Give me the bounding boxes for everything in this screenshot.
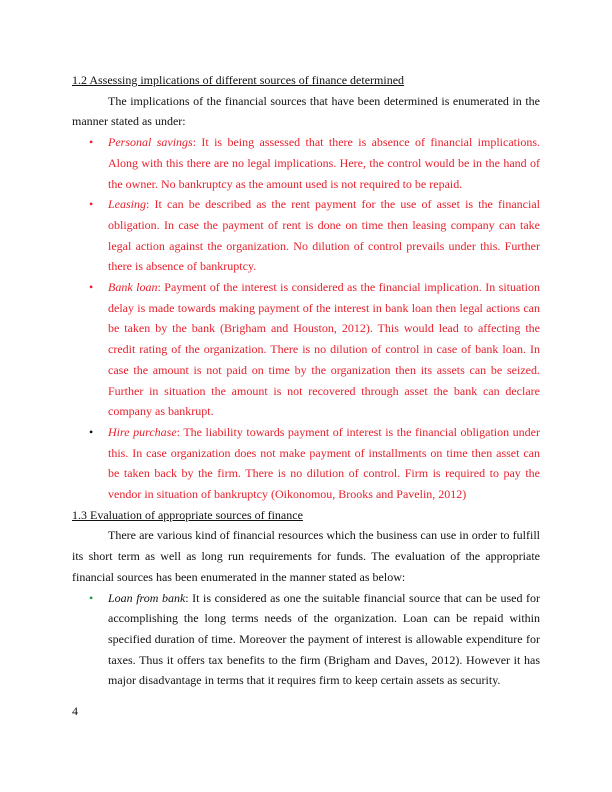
bullet-icon: •	[89, 424, 94, 439]
section-intro-1-3: There are various kind of financial resources which the business can use in order to fulfill its short term as well as long run requirements for funds. The evaluation of the appropriate financial sources has been enumerated in the manner stated as below:	[72, 528, 540, 584]
list-item-leasing	[72, 194, 540, 277]
item-term: Personal savings	[108, 135, 193, 150]
sources-list	[72, 588, 540, 692]
section-intro-1-2: The implications of the financial sources that have been determined is enumerated in the manner stated as under:	[72, 93, 540, 129]
section-heading-1-3: 1.3 Evaluation of appropriate sources of finance	[72, 507, 303, 522]
section-heading-1-2: 1.2 Assessing implications of different sources of finance determined	[72, 73, 405, 87]
item-text: : The liability towards payment of interest is the financial obligation under this. In case organization does not make payment of installments on time then asset can be taken back by the firm. There is no dilution of control. Firm is required to pay the vendor in situation of bankruptcy (Oikonomou, Brooks and Pavelin, 2012)	[108, 424, 541, 502]
bullet-icon: •	[89, 135, 94, 150]
document-page	[72, 70, 540, 691]
list-item-loan-from-bank	[72, 588, 540, 692]
bullet-icon: •	[89, 280, 94, 295]
list-item-personal-savings	[72, 132, 540, 194]
list-item-bank-loan	[72, 277, 540, 422]
bullet-icon: •	[89, 590, 94, 605]
item-text: : It is being assessed that there is absence of financial implications. Along with this there are no legal implications. Here, the control would be in the hand of the owner. No bankruptcy as the amount used is not required to be repaid.	[108, 135, 540, 191]
bullet-icon: •	[89, 197, 94, 212]
item-term: Leasing	[108, 197, 147, 212]
item-text: : It is considered as one the suitable financial source that can be used for accomplishing the long terms needs of the organization. Loan can be repaid within specified duration of time. Moreover the payment of interest is allowable expenditure for taxes. Thus it offers tax benefits to the firm (Brigham and Daves, 2012). However it has major disadvantage in terms that it requires firm to keep certain assets as security.	[108, 590, 540, 688]
list-item-hire-purchase	[72, 422, 540, 505]
item-term: Loan from bank	[108, 590, 186, 605]
page-number: 4	[72, 704, 78, 718]
item-term: Bank loan	[108, 280, 158, 295]
item-term: Hire purchase	[108, 424, 177, 439]
item-text: : Payment of the interest is considered as the financial implication. In situation delay is made towards making payment of the interest in bank loan then legal actions can be taken by the bank (Brigham and Houston, 2012). This would lead to affecting the credit rating of the organization. There is no dilution of control in case of bank loan. In case the amount is not paid on time by the organization then its assets can be seized. Further in situation the amount is not recovered through asset the bank can declare company as bankrupt.	[108, 280, 540, 419]
item-text: : It can be described as the rent payment for the use of asset is the financial obligation. In case the payment of rent is done on time then leasing company can take legal action against the organization. No dilution of control prevails under this. Further there is absence of bankruptcy.	[108, 197, 540, 274]
implications-list	[72, 132, 540, 505]
